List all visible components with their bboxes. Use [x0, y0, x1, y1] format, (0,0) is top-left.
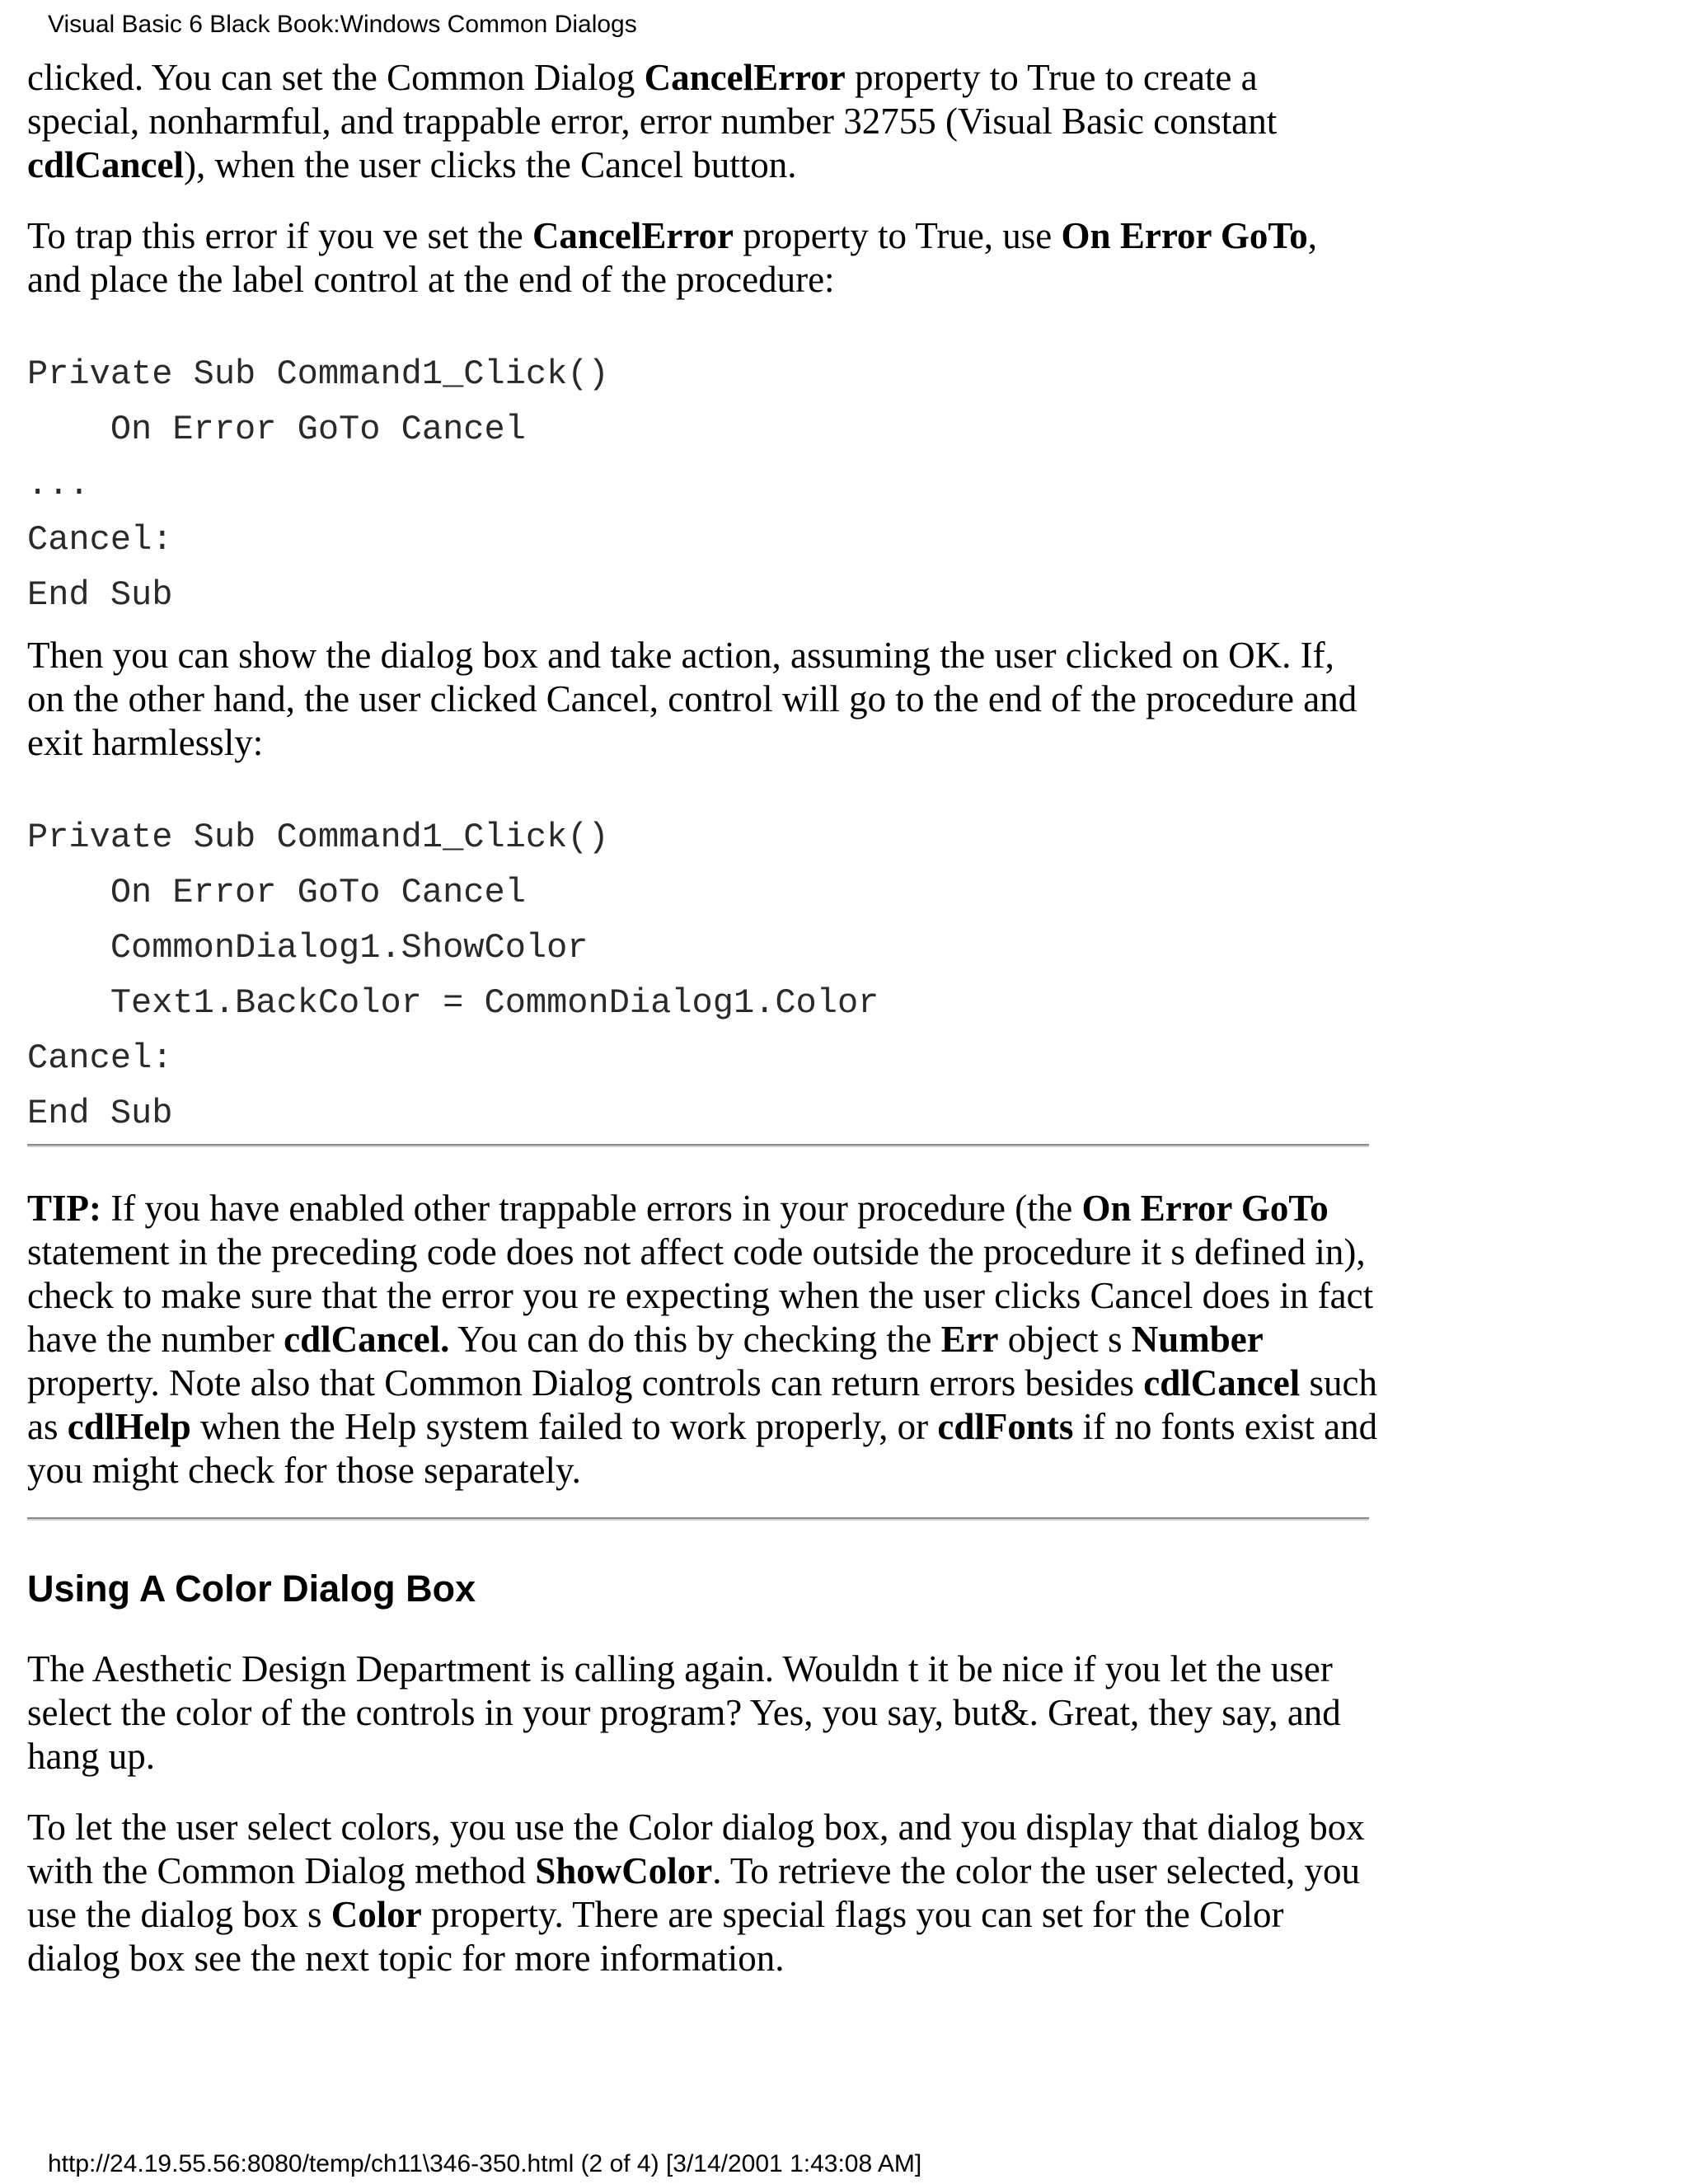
document-body — [27, 51, 1379, 1980]
code-line: ... — [27, 465, 90, 504]
text-run: property to True, use — [734, 215, 1062, 256]
text-run: property to True to create a special, nonharmful, and trappable error, error number 32755 (Visual Basic constant — [27, 57, 1278, 142]
bold-term: cdlFonts — [937, 1406, 1074, 1447]
divider — [27, 1517, 1369, 1521]
tip-box — [27, 1187, 1379, 1493]
divider — [27, 1144, 1369, 1147]
bold-term: CancelError — [644, 57, 846, 98]
bold-term: Number — [1131, 1319, 1264, 1360]
text-run: when the Help system failed to work properly, or — [190, 1406, 938, 1447]
code-line: Private Sub Command1_Click() — [27, 818, 609, 857]
text-run: such as — [27, 1362, 1377, 1447]
text-run: , and place the label control at the end of the procedure: — [27, 215, 1318, 300]
text-run: property. Note also that Common Dialog controls can return errors besides — [27, 1362, 1144, 1404]
page-footer: http://24.19.55.56:8080/temp/ch11\346-350.html (2 of 4) [3/14/2001 1:43:08 AM] — [48, 2150, 922, 2177]
bold-term: On Error GoTo — [1061, 215, 1308, 256]
bold-term: ShowColor — [535, 1850, 713, 1891]
text-run: If you have enabled other trappable errors in your procedure (the — [101, 1188, 1082, 1229]
bold-term: cdlCancel — [1143, 1362, 1301, 1404]
bold-term: Color — [331, 1894, 422, 1935]
text-run: To trap this error if you ve set the — [27, 215, 532, 256]
text-run: ), when the user clicks the Cancel button. — [183, 144, 797, 185]
code-line: Cancel: — [27, 1038, 173, 1078]
tip-label: TIP: — [27, 1188, 101, 1229]
code-line: Cancel: — [27, 520, 173, 560]
paragraph-trap-error — [27, 214, 1379, 302]
bold-term: On Error GoTo — [1081, 1188, 1329, 1229]
bold-term: cdlHelp — [67, 1406, 191, 1447]
code-block-2 — [27, 810, 1379, 1141]
page-header: Visual Basic 6 Black Book:Windows Common Dialogs — [48, 11, 637, 38]
text-run: if no fonts exist and you might check for those separately. — [27, 1406, 1378, 1491]
paragraph-show-color — [27, 1806, 1379, 1980]
paragraph-aesthetic: The Aesthetic Design Department is calling again. Wouldn t it be nice if you let the user select the color of the controls in your program? Yes, you say, but&. Great, they say, and hang up. — [27, 1648, 1341, 1777]
code-line: End Sub — [27, 1094, 173, 1133]
paragraph-cancel-error — [27, 56, 1379, 187]
bold-term: cdlCancel — [27, 144, 184, 185]
paragraph-show-dialog: Then you can show the dialog box and take action, assuming the user clicked on OK. If, on the other hand, the user clicked Cancel, control will go to the end of the procedure and exit harmlessly: — [27, 635, 1357, 763]
code-line: On Error GoTo Cancel — [27, 873, 526, 912]
code-line: On Error GoTo Cancel — [27, 410, 526, 449]
text-run: You can do this by checking the — [449, 1319, 941, 1360]
bold-term: CancelError — [532, 215, 734, 256]
text-run: clicked. You can set the Common Dialog — [27, 57, 645, 98]
text-run: object s — [998, 1319, 1132, 1360]
text-run: statement in the preceding code does not affect code outside the procedure it s defined in), check to make sure that the error you re expecting when the user clicks Cancel does in fact have the number — [27, 1231, 1374, 1360]
text-run: . To retrieve the color the user selected, you use the dialog box s — [27, 1850, 1360, 1935]
text-run: property. There are special flags you can set for the Color dialog box see the next topic for more information. — [27, 1894, 1284, 1979]
bold-term: cdlCancel. — [284, 1319, 450, 1360]
code-line: Text1.BackColor = CommonDialog1.Color — [27, 983, 879, 1023]
text-run: To let the user select colors, you use the Color dialog box, and you display that dialog box with the Common Dialog method — [27, 1807, 1365, 1891]
code-line: Private Sub Command1_Click() — [27, 354, 609, 394]
code-block-1 — [27, 347, 1379, 623]
section-heading: Using A Color Dialog Box — [27, 1568, 476, 1610]
bold-term: Err — [940, 1319, 999, 1360]
code-line: CommonDialog1.ShowColor — [27, 928, 588, 968]
code-line: End Sub — [27, 575, 173, 615]
